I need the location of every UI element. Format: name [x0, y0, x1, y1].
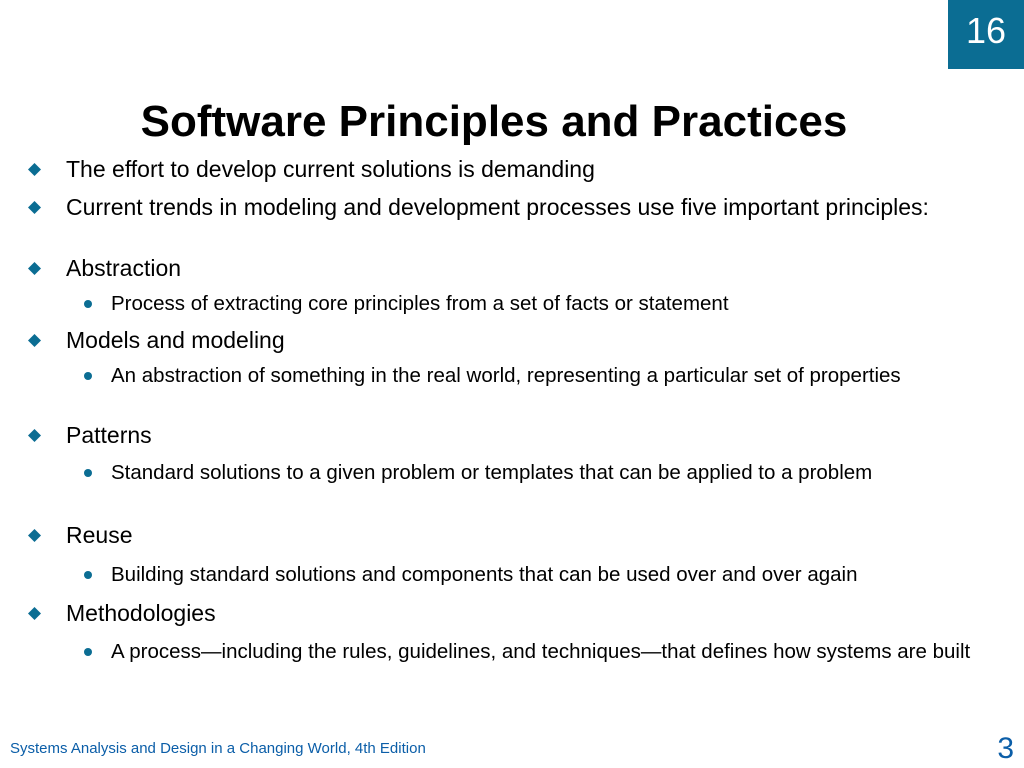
bullet-item: [66, 523, 936, 547]
bullet-item: [66, 328, 936, 352]
dot-bullet-icon: [84, 571, 92, 579]
bullet-item: [66, 423, 936, 447]
bullet-text: Methodologies: [66, 600, 216, 626]
bullet-item: [66, 601, 936, 625]
sub-bullet-text: Standard solutions to a given problem or templates that can be applied to a problem: [111, 461, 873, 484]
diamond-bullet-icon: [28, 429, 41, 442]
diamond-bullet-icon: [28, 607, 41, 620]
sub-bullet-text: An abstraction of something in the real world, representing a particular set of properties: [111, 364, 901, 387]
sub-bullet-item: [111, 292, 1001, 315]
chapter-number-badge: 16: [948, 0, 1024, 69]
bullet-text: Reuse: [66, 522, 133, 548]
diamond-bullet-icon: [28, 529, 41, 542]
bullet-text: Models and modeling: [66, 327, 285, 353]
diamond-bullet-icon: [28, 201, 41, 214]
bullet-text: The effort to develop current solutions is demanding: [66, 156, 595, 182]
sub-bullet-text: A process—including the rules, guidelines, and techniques—that defines how systems are built: [111, 640, 971, 663]
diamond-bullet-icon: [28, 334, 41, 347]
footer-text: Systems Analysis and Design in a Changing World, 4th Edition: [10, 740, 426, 757]
diamond-bullet-icon: [28, 163, 41, 176]
sub-bullet-item: [111, 640, 1001, 663]
sub-bullet-item: [111, 461, 1001, 484]
page-number: 3: [997, 732, 1014, 765]
bullet-text: Patterns: [66, 422, 152, 448]
diamond-bullet-icon: [28, 262, 41, 275]
dot-bullet-icon: [84, 648, 92, 656]
bullet-text: Abstraction: [66, 255, 182, 281]
sub-bullet-text: Building standard solutions and components that can be used over and over again: [111, 563, 858, 586]
dot-bullet-icon: [84, 372, 92, 380]
bullet-text: Current trends in modeling and development processes use five important principles:: [66, 194, 929, 220]
sub-bullet-item: [111, 563, 1001, 586]
dot-bullet-icon: [84, 469, 92, 477]
bullet-item: [66, 195, 936, 219]
sub-bullet-item: [111, 364, 1001, 387]
bullet-item: [66, 256, 936, 280]
dot-bullet-icon: [84, 300, 92, 308]
sub-bullet-text: Process of extracting core principles from a set of facts or statement: [111, 292, 729, 315]
bullet-item: [66, 157, 936, 181]
slide-title: Software Principles and Practices: [140, 97, 848, 147]
